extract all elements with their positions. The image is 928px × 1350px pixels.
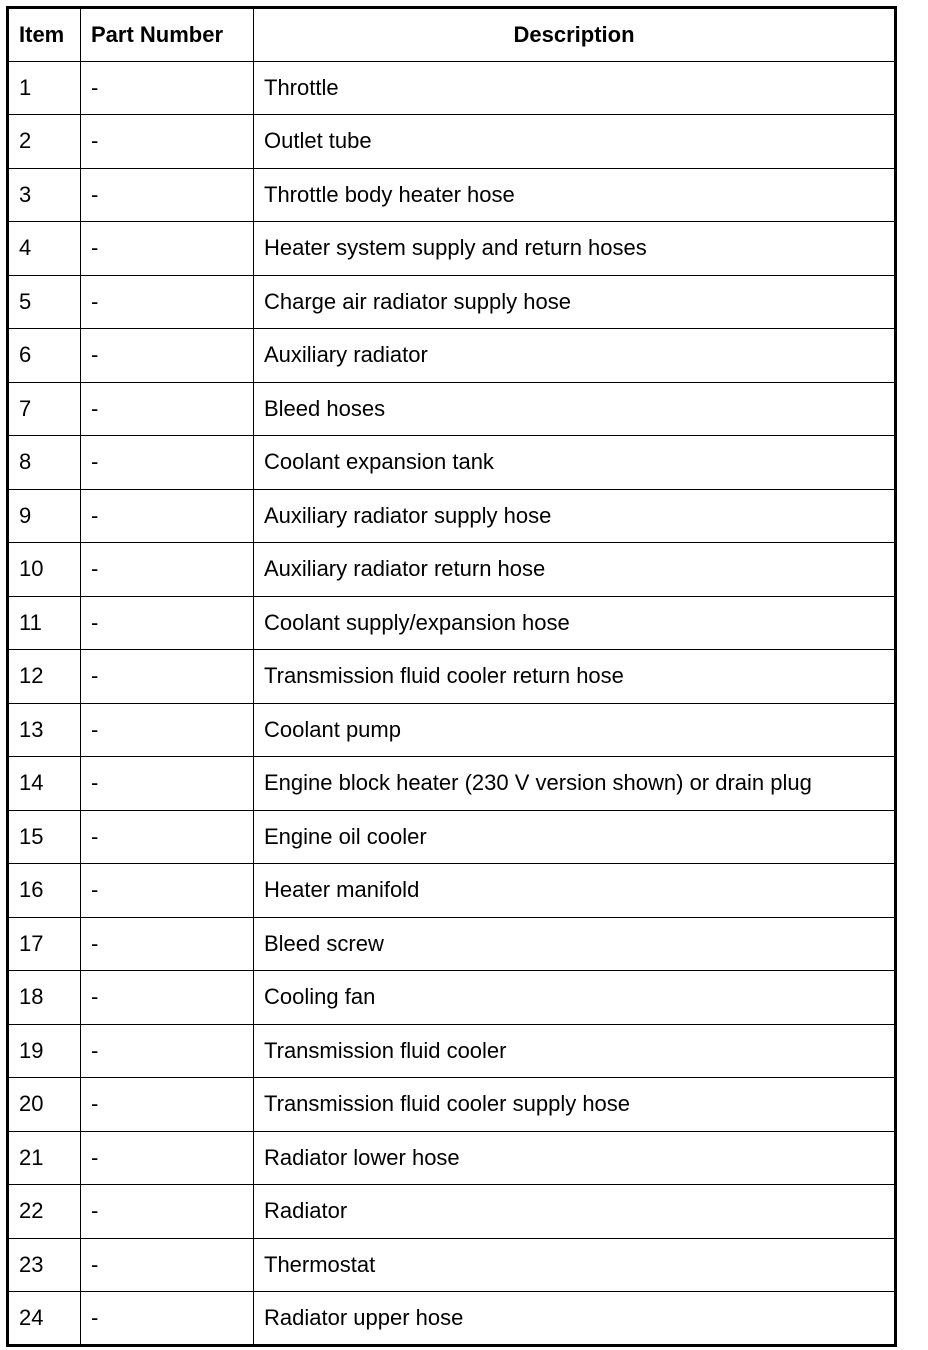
cell-item: 5 <box>8 275 81 329</box>
table-row <box>8 971 896 1025</box>
cell-description: Heater manifold <box>254 864 896 918</box>
cell-description: Coolant expansion tank <box>254 436 896 490</box>
cell-item: 3 <box>8 168 81 222</box>
cell-description: Radiator <box>254 1185 896 1239</box>
cell-description: Coolant pump <box>254 703 896 757</box>
cell-description: Engine oil cooler <box>254 810 896 864</box>
cell-part-number: - <box>81 382 254 436</box>
cell-description: Auxiliary radiator return hose <box>254 543 896 597</box>
table-row <box>8 1185 896 1239</box>
cell-description: Cooling fan <box>254 971 896 1025</box>
header-part-number: Part Number <box>81 8 254 62</box>
cell-part-number: - <box>81 703 254 757</box>
cell-item: 1 <box>8 61 81 115</box>
table-row <box>8 329 896 383</box>
cell-part-number: - <box>81 168 254 222</box>
cell-part-number: - <box>81 864 254 918</box>
cell-description: Transmission fluid cooler return hose <box>254 650 896 704</box>
table-row <box>8 168 896 222</box>
cell-description: Coolant supply/expansion hose <box>254 596 896 650</box>
cell-item: 4 <box>8 222 81 276</box>
table-row <box>8 650 896 704</box>
cell-description: Thermostat <box>254 1238 896 1292</box>
cell-item: 8 <box>8 436 81 490</box>
table-row <box>8 489 896 543</box>
cell-item: 23 <box>8 1238 81 1292</box>
cell-item: 15 <box>8 810 81 864</box>
table-body <box>8 61 896 1345</box>
cell-item: 24 <box>8 1292 81 1346</box>
table-row <box>8 1131 896 1185</box>
cell-part-number: - <box>81 1292 254 1346</box>
cell-part-number: - <box>81 329 254 383</box>
parts-table <box>6 6 897 1347</box>
table-row <box>8 1238 896 1292</box>
cell-part-number: - <box>81 1238 254 1292</box>
cell-description: Charge air radiator supply hose <box>254 275 896 329</box>
cell-part-number: - <box>81 650 254 704</box>
table-row <box>8 436 896 490</box>
table-row <box>8 382 896 436</box>
cell-item: 14 <box>8 757 81 811</box>
cell-part-number: - <box>81 596 254 650</box>
cell-description: Heater system supply and return hoses <box>254 222 896 276</box>
table-header-row <box>8 8 896 62</box>
table-row <box>8 1292 896 1346</box>
cell-part-number: - <box>81 1078 254 1132</box>
cell-item: 19 <box>8 1024 81 1078</box>
cell-item: 7 <box>8 382 81 436</box>
cell-description: Transmission fluid cooler <box>254 1024 896 1078</box>
cell-item: 2 <box>8 115 81 169</box>
cell-item: 9 <box>8 489 81 543</box>
cell-description: Auxiliary radiator supply hose <box>254 489 896 543</box>
table-row <box>8 61 896 115</box>
cell-description: Outlet tube <box>254 115 896 169</box>
cell-part-number: - <box>81 115 254 169</box>
cell-description: Radiator upper hose <box>254 1292 896 1346</box>
table-row <box>8 596 896 650</box>
cell-part-number: - <box>81 61 254 115</box>
cell-description: Throttle <box>254 61 896 115</box>
table-row <box>8 864 896 918</box>
cell-part-number: - <box>81 489 254 543</box>
header-item: Item <box>8 8 81 62</box>
cell-item: 12 <box>8 650 81 704</box>
cell-item: 21 <box>8 1131 81 1185</box>
cell-description: Radiator lower hose <box>254 1131 896 1185</box>
cell-part-number: - <box>81 222 254 276</box>
cell-part-number: - <box>81 757 254 811</box>
table-row <box>8 222 896 276</box>
cell-item: 10 <box>8 543 81 597</box>
table-row <box>8 1078 896 1132</box>
cell-item: 22 <box>8 1185 81 1239</box>
cell-description: Throttle body heater hose <box>254 168 896 222</box>
table-row <box>8 115 896 169</box>
table-row <box>8 275 896 329</box>
cell-part-number: - <box>81 1024 254 1078</box>
cell-part-number: - <box>81 1131 254 1185</box>
cell-item: 17 <box>8 917 81 971</box>
cell-item: 6 <box>8 329 81 383</box>
cell-description: Auxiliary radiator <box>254 329 896 383</box>
cell-description: Transmission fluid cooler supply hose <box>254 1078 896 1132</box>
cell-part-number: - <box>81 971 254 1025</box>
table-row <box>8 810 896 864</box>
cell-item: 11 <box>8 596 81 650</box>
cell-part-number: - <box>81 275 254 329</box>
cell-part-number: - <box>81 543 254 597</box>
header-description: Description <box>254 8 896 62</box>
cell-part-number: - <box>81 810 254 864</box>
table-row <box>8 543 896 597</box>
cell-item: 16 <box>8 864 81 918</box>
cell-item: 18 <box>8 971 81 1025</box>
table-row <box>8 703 896 757</box>
cell-item: 13 <box>8 703 81 757</box>
cell-part-number: - <box>81 1185 254 1239</box>
cell-item: 20 <box>8 1078 81 1132</box>
cell-description: Bleed screw <box>254 917 896 971</box>
table-row <box>8 1024 896 1078</box>
cell-description: Bleed hoses <box>254 382 896 436</box>
cell-part-number: - <box>81 917 254 971</box>
table-row <box>8 917 896 971</box>
cell-part-number: - <box>81 436 254 490</box>
table-row <box>8 757 896 811</box>
cell-description: Engine block heater (230 V version shown) or drain plug <box>254 757 896 811</box>
